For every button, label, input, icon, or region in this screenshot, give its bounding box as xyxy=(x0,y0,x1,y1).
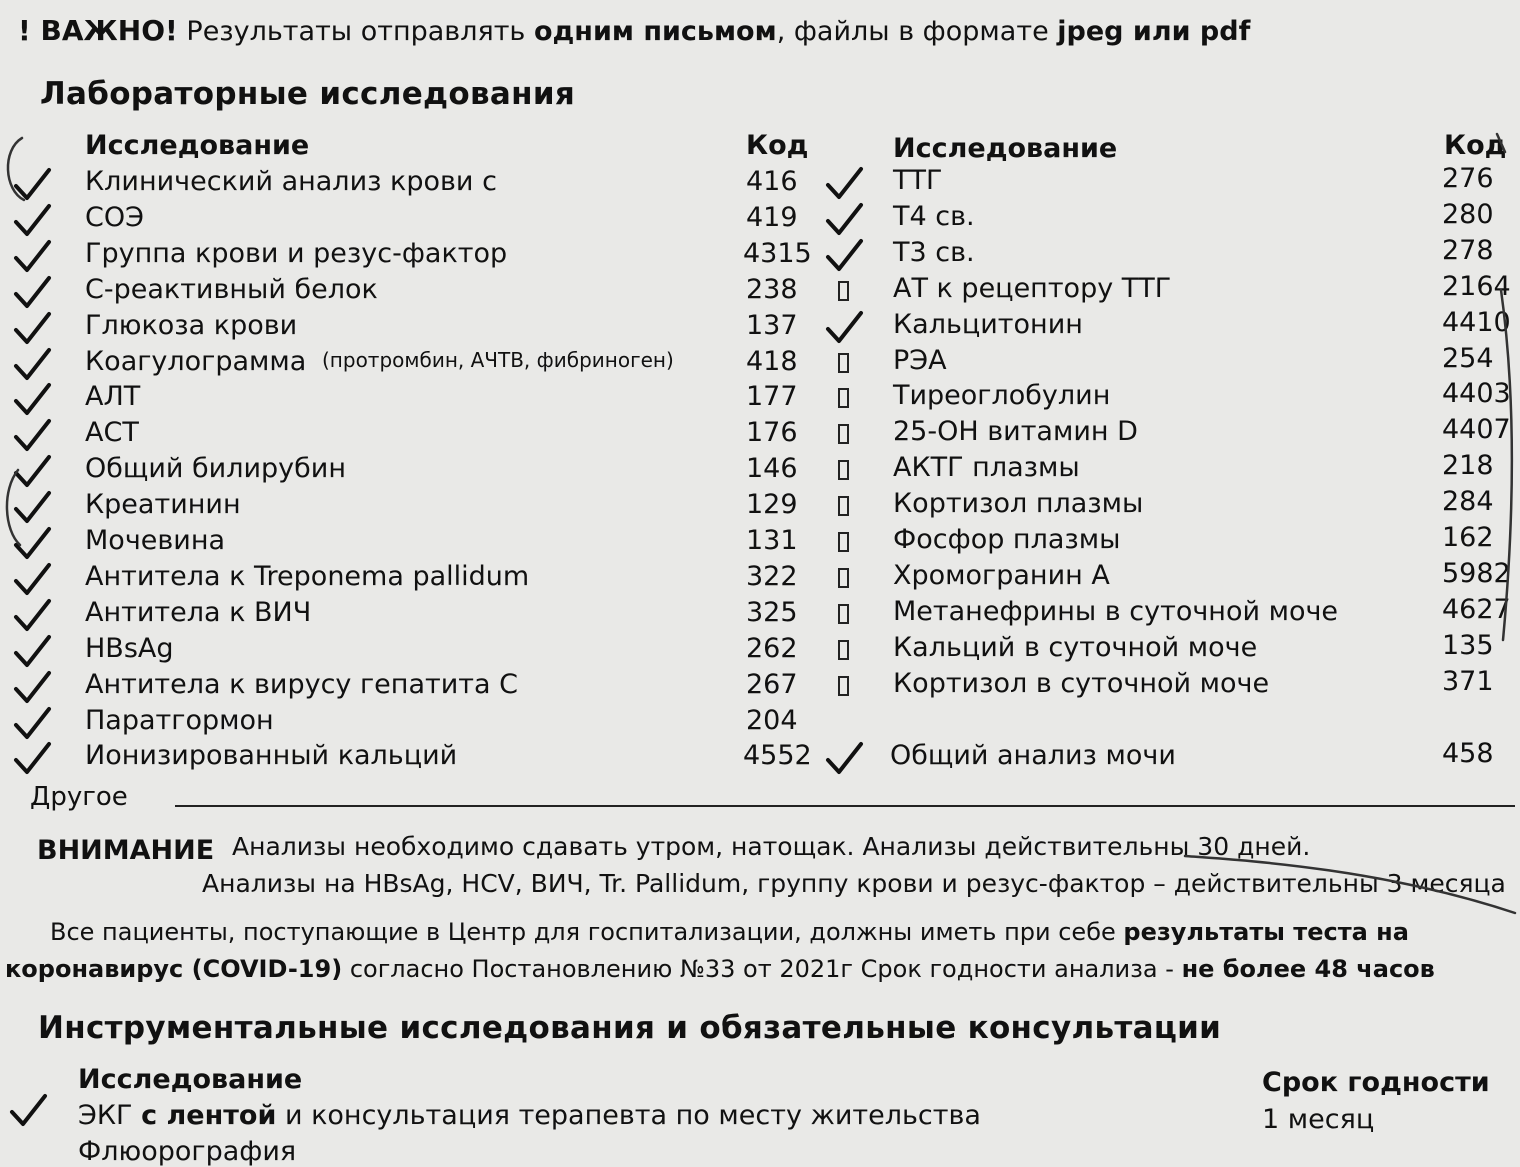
lab-test-name: С-реактивный белок xyxy=(85,273,378,305)
lab-test-code: 284 xyxy=(1442,486,1494,518)
attention-line-1: Анализы необходимо сдавать утром, натощак. Анализы действительны 30 дней. xyxy=(232,832,1311,861)
lab-test-name: СОЭ xyxy=(85,201,144,233)
lab-test-code: 458 xyxy=(1442,738,1494,769)
lab-test-code: 135 xyxy=(1442,629,1494,661)
lab-test-name: АСТ xyxy=(85,417,139,449)
empty-checkbox-icon[interactable] xyxy=(838,640,849,660)
ecg-validity: 1 месяц xyxy=(1262,1104,1375,1135)
ecg-suffix: и консультация терапевта по месту жительства xyxy=(284,1100,981,1131)
lab-col-code-right: Код xyxy=(1444,130,1507,161)
empty-checkbox-icon[interactable] xyxy=(838,676,849,696)
lab-test-name: Коагулограмма xyxy=(85,345,307,377)
lab-test-name: ТТГ xyxy=(893,165,943,196)
lab-test-code: 176 xyxy=(746,417,798,449)
checkmark-icon[interactable] xyxy=(12,595,52,635)
lab-test-name: Общий анализ мочи xyxy=(890,740,1176,771)
empty-checkbox-icon[interactable] xyxy=(838,353,849,373)
lab-title: Лабораторные исследования xyxy=(40,76,576,112)
lab-test-code: 322 xyxy=(746,560,798,592)
lab-test-code: 4410 xyxy=(1442,306,1511,338)
lab-test-code: 4627 xyxy=(1442,593,1511,625)
lab-test-name: Антитела к Treponema pallidum xyxy=(85,560,530,592)
lab-test-code: 418 xyxy=(746,345,798,377)
checkmark-icon[interactable] xyxy=(12,487,52,527)
checkmark-icon[interactable] xyxy=(12,523,52,563)
important-text-1: Результаты отправлять xyxy=(186,16,526,47)
other-label: Другое xyxy=(30,782,128,812)
lab-test-code: 4403 xyxy=(1442,378,1511,410)
lab-test-name: АКТГ плазмы xyxy=(893,452,1080,484)
lab-col-test-left: Исследование xyxy=(85,130,310,161)
lab-test-code: 262 xyxy=(746,632,798,664)
lab-test-code: 131 xyxy=(746,525,798,556)
checkmark-icon[interactable] xyxy=(824,199,864,239)
lab-test-note: (протромбин, АЧТВ, фибриноген) xyxy=(322,347,674,372)
lab-test-name: Ионизированный кальций xyxy=(85,740,458,772)
other-input-line[interactable] xyxy=(175,805,1515,807)
ecg-bold: с лентой xyxy=(141,1100,277,1131)
lab-test-name: Т3 св. xyxy=(893,236,975,268)
lab-test-name: Глюкоза крови xyxy=(85,309,298,341)
checkmark-icon[interactable] xyxy=(12,667,52,707)
lab-test-name: Антитела к вирусу гепатита С xyxy=(85,668,518,700)
empty-checkbox-icon[interactable] xyxy=(838,604,849,624)
empty-checkbox-icon[interactable] xyxy=(838,281,849,301)
checkmark-icon[interactable] xyxy=(12,451,52,491)
lab-test-code: 129 xyxy=(746,489,798,521)
lab-test-name: Мочевина xyxy=(85,525,226,556)
lab-test-name: 25-ОН витамин D xyxy=(893,416,1138,448)
lab-col-test-right: Исследование xyxy=(893,133,1118,164)
lab-test-code: 218 xyxy=(1442,450,1494,482)
attention-label: ВНИМАНИЕ xyxy=(37,835,215,866)
covid-line-2 xyxy=(5,955,1435,983)
covid-text-1: Все пациенты, поступающие в Центр для госпитализации, должны иметь при себе xyxy=(50,918,1116,946)
empty-checkbox-icon[interactable] xyxy=(838,532,849,552)
checkmark-icon[interactable] xyxy=(824,235,864,275)
lab-test-code: 280 xyxy=(1442,198,1494,230)
lab-test-code: 238 xyxy=(746,273,798,305)
empty-checkbox-icon[interactable] xyxy=(838,388,849,408)
lab-test-code: 4315 xyxy=(743,237,812,269)
lab-test-code: 278 xyxy=(1442,234,1494,266)
checkmark-icon[interactable] xyxy=(12,344,52,384)
empty-checkbox-icon[interactable] xyxy=(838,496,849,516)
instrumental-col-test: Исследование xyxy=(78,1064,303,1095)
lab-test-code: 137 xyxy=(746,309,798,341)
checkmark-icon[interactable] xyxy=(12,415,52,455)
lab-test-code: 371 xyxy=(1442,665,1494,697)
lab-test-name: Тиреоглобулин xyxy=(893,380,1111,412)
lab-col-code-left: Код xyxy=(746,130,809,161)
important-mark: ! ВАЖНО! xyxy=(18,14,178,47)
covid-bold-1: результаты теста на xyxy=(1123,918,1409,946)
lab-test-code: 204 xyxy=(746,704,798,736)
checkmark-icon[interactable] xyxy=(12,308,52,348)
checkmark-icon[interactable] xyxy=(12,164,52,204)
lab-test-name: АЛТ xyxy=(85,381,141,413)
lab-test-code: 276 xyxy=(1442,163,1494,194)
lab-test-name: Кортизол плазмы xyxy=(893,488,1144,520)
covid-line-1 xyxy=(50,918,1409,946)
checkmark-icon[interactable] xyxy=(824,738,864,778)
lab-test-code: 162 xyxy=(1442,522,1494,553)
checkmark-icon[interactable] xyxy=(12,379,52,419)
lab-test-name: Паратгормон xyxy=(85,704,274,736)
lab-test-name: Кортизол в суточной моче xyxy=(893,667,1270,699)
lab-test-code: 325 xyxy=(746,596,798,628)
lab-test-name: АТ к рецептору ТТГ xyxy=(893,272,1172,304)
checkmark-icon[interactable] xyxy=(12,738,52,778)
instrumental-col-validity: Срок годности xyxy=(1262,1067,1490,1098)
lab-test-name: Кальций в суточной моче xyxy=(893,631,1258,663)
lab-test-name: Кальцитонин xyxy=(893,308,1083,340)
checkmark-icon[interactable] xyxy=(8,1090,48,1130)
lab-test-name: Антитела к ВИЧ xyxy=(85,596,312,628)
instrumental-row-fluoro: Флюорография xyxy=(78,1136,297,1167)
checkmark-icon[interactable] xyxy=(12,631,52,671)
checkmark-icon[interactable] xyxy=(824,163,864,203)
lab-test-code: 177 xyxy=(746,381,798,413)
lab-test-code: 4552 xyxy=(743,740,812,772)
lab-test-code: 5982 xyxy=(1442,557,1511,589)
ecg-prefix: ЭКГ xyxy=(78,1100,133,1131)
empty-checkbox-icon[interactable] xyxy=(838,568,849,588)
important-bold-2: jpeg или pdf xyxy=(1057,16,1251,47)
lab-test-code: 146 xyxy=(746,453,798,485)
important-notice xyxy=(18,14,1250,47)
lab-test-name: Фосфор плазмы xyxy=(893,524,1121,555)
checkmark-icon[interactable] xyxy=(12,236,52,276)
lab-test-name: Креатинин xyxy=(85,489,241,521)
checkmark-icon[interactable] xyxy=(12,559,52,599)
lab-test-name: Клинический анализ крови с xyxy=(85,166,497,197)
covid-text-2: согласно Постановлению №33 от 2021г Срок годности анализа - xyxy=(349,955,1174,983)
important-bold-1: одним письмом xyxy=(533,16,777,47)
covid-bold-2: коронавирус (COVID-19) xyxy=(5,955,343,983)
checkmark-icon[interactable] xyxy=(12,272,52,312)
instrumental-title: Инструментальные исследования и обязательные консультации xyxy=(38,1010,1222,1046)
checkmark-icon[interactable] xyxy=(12,200,52,240)
lab-test-code: 267 xyxy=(746,668,798,700)
lab-test-name: РЭА xyxy=(893,344,947,376)
empty-checkbox-icon[interactable] xyxy=(838,460,849,480)
lab-test-name: Метанефрины в суточной моче xyxy=(893,595,1339,627)
important-text-2: , файлы в формате xyxy=(776,16,1049,47)
lab-test-code: 4407 xyxy=(1442,414,1511,446)
lab-test-code: 419 xyxy=(746,201,798,233)
lab-test-code: 2164 xyxy=(1442,270,1511,302)
attention-line-2: Анализы на HBsAg, HCV, ВИЧ, Tr. Pallidum, группу крови и резус-фактор – действительны 3 месяца xyxy=(202,869,1506,898)
empty-checkbox-icon[interactable] xyxy=(838,424,849,444)
lab-test-code: 254 xyxy=(1442,342,1494,374)
lab-test-name: Общий билирубин xyxy=(85,453,346,485)
covid-bold-3: не более 48 часов xyxy=(1181,955,1435,983)
checkmark-icon[interactable] xyxy=(824,307,864,347)
checkmark-icon[interactable] xyxy=(12,703,52,743)
lab-test-name: HBsAg xyxy=(85,632,174,664)
lab-test-name: Группа крови и резус-фактор xyxy=(85,237,508,269)
lab-test-code: 416 xyxy=(746,166,798,197)
lab-test-name: Т4 св. xyxy=(893,200,975,232)
instrumental-row-ecg xyxy=(78,1100,981,1131)
lab-test-name: Хромогранин А xyxy=(893,559,1110,591)
